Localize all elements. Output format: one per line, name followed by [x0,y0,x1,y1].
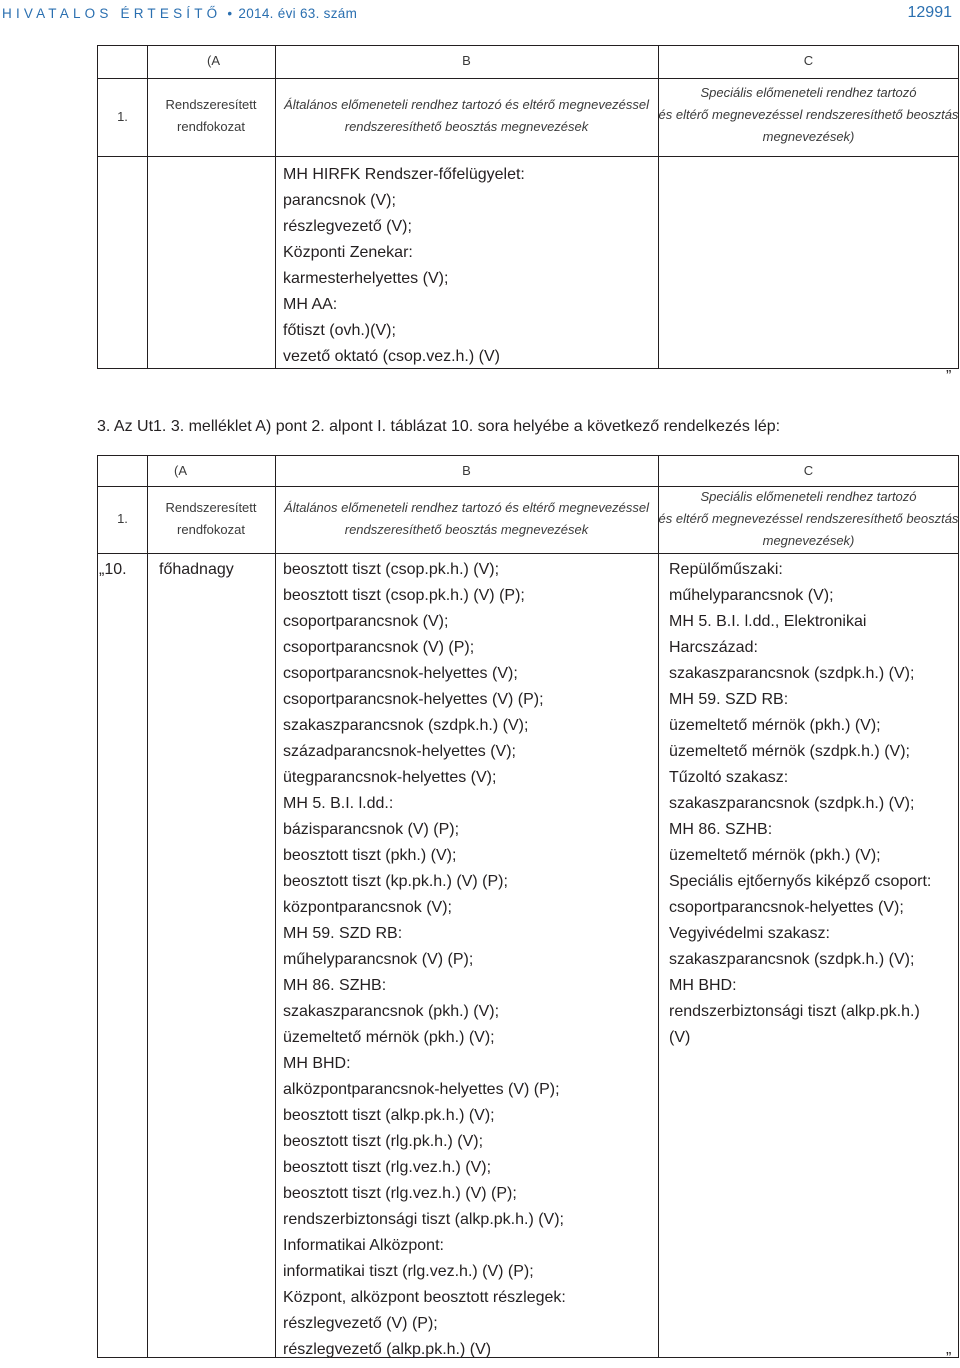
text-line: üzemeltető mérnök (pkh.) (V); [283,1029,495,1046]
page-number: 12991 [907,4,952,21]
publication-title: HIVATALOS ÉRTESÍTŐ [2,6,222,21]
text-line: részlegvezető (alkp.pk.h.) (V) [283,1341,492,1358]
text-line: csoportparancsnok (V) (P); [283,639,475,656]
col-c-header [658,82,959,148]
text-line: MH BHD: [669,977,737,994]
text-line: MH 86. SZHB: [283,977,387,994]
text-line: beosztott tiszt (rlg.pk.h.) (V); [283,1133,484,1150]
col-a-header-line: Rendszeresített [165,500,257,515]
col-b-content [283,162,525,370]
text-line: MH 59. SZD RB: [283,925,403,942]
text-line: beosztott tiszt (kp.pk.h.) (V) (P); [283,873,508,890]
text-line: üzemeltető mérnök (szdpk.h.) (V); [669,743,910,760]
col-a-header-line: rendfokozat [177,522,245,537]
text-line: Repülőműszaki: [669,561,783,578]
text-line: szakaszparancsnok (szdpk.h.) (V); [669,665,915,682]
text-line: MH 5. B.I. l.dd., Elektronikai [669,613,867,630]
bullet-separator: • [227,6,233,21]
text-line: szakaszparancsnok (szdpk.h.) (V); [669,951,915,968]
col-c-header-line: és eltérő megnevezéssel rendszeresíthető beosztás [658,107,959,122]
text-line: beosztott tiszt (csop.pk.h.) (V); [283,561,500,578]
text-line: Tűzoltó szakasz: [669,769,789,786]
col-a-header-line: rendfokozat [177,119,245,134]
text-line: Központ, alközpont beosztott részlegek: [283,1289,566,1306]
text-line: műhelyparancsnok (V); [669,587,834,604]
text-line: alközpontparancsnok-helyettes (V) (P); [283,1081,560,1098]
text-line: MH 5. B.I. l.dd.: [283,795,394,812]
table-1-row-divider [98,156,958,157]
col-b-header-line: Általános előmeneteli rendhez tartozó és eltérő megnevezéssel [284,97,649,112]
table-2-row-divider [98,553,958,554]
col-c-header-line: és eltérő megnevezéssel rendszeresíthető beosztás [658,511,959,526]
text-line: karmesterhelyettes (V); [283,270,449,287]
text-line: üzemeltető mérnök (pkh.) (V); [669,717,881,734]
text-line: parancsnok (V); [283,192,396,209]
column-letter-a: (A [174,463,187,478]
text-line: beosztott tiszt (rlg.vez.h.) (V) (P); [283,1185,517,1202]
column-letter-c: C [803,53,814,68]
text-line: főtiszt (ovh.)(V); [283,322,396,339]
rank-cell: főhadnagy [159,561,234,578]
col-b-header-line: Általános előmeneteli rendhez tartozó és eltérő megnevezéssel [284,500,649,515]
text-line: ütegparancsnok-helyettes (V); [283,769,497,786]
col-b-header [275,497,658,541]
text-line: MH 86. SZHB: [669,821,773,838]
col-b-content [283,557,566,1363]
column-letter-c: C [803,463,814,478]
text-line: bázisparancsnok (V) (P); [283,821,460,838]
row-number: 1. [117,109,128,124]
text-line: részlegvezető (V); [283,218,412,235]
col-c-header [658,486,959,552]
text-line: üzemeltető mérnök (pkh.) (V); [669,847,881,864]
text-line: rendszerbiztonsági tiszt (alkp.pk.h.) [669,1003,920,1020]
column-letter-b: B [462,463,471,478]
closing-quote: ” [946,1350,952,1367]
text-line: beosztott tiszt (pkh.) (V); [283,847,457,864]
table-1 [97,45,959,369]
text-line: Harcszázad: [669,639,758,656]
table-1-row-divider [98,78,958,79]
table-2-divider [147,456,148,1357]
col-c-header-line: megnevezések) [762,129,855,144]
header-publication-line [2,6,357,21]
text-line: beosztott tiszt (csop.pk.h.) (V) (P); [283,587,525,604]
text-line: szakaszparancsnok (szdpk.h.) (V); [283,717,529,734]
table-2-divider [658,456,659,1357]
closing-quote: ” [946,368,952,385]
row-label: „10. [99,561,127,578]
text-line: központparancsnok (V); [283,899,452,916]
col-b-header-line: rendszeresíthető beosztás megnevezések [344,119,589,134]
col-c-header-line: megnevezések) [762,533,855,548]
text-line: Vegyivédelmi szakasz: [669,925,830,942]
text-line: csoportparancsnok-helyettes (V); [283,665,518,682]
col-c-header-line: Speciális előmeneteli rendhez tartozó [700,85,917,100]
issue-label: 2014. évi 63. szám [238,6,358,21]
text-line: Speciális ejtőernyős kiképző csoport: [669,873,932,890]
col-a-header [147,497,275,541]
text-line: beosztott tiszt (alkp.pk.h.) (V); [283,1107,495,1124]
text-line: műhelyparancsnok (V) (P); [283,951,474,968]
col-c-content [669,557,931,1051]
text-line: (V) [669,1029,691,1046]
text-line: csoportparancsnok (V); [283,613,449,630]
text-line: csoportparancsnok-helyettes (V) (P); [283,691,544,708]
page-header [0,0,960,38]
text-line: vezető oktató (csop.vez.h.) (V) [283,348,500,365]
table-2-divider [275,456,276,1357]
row-number: 1. [117,511,128,526]
col-b-header-line: rendszeresíthető beosztás megnevezések [344,522,589,537]
text-line: MH 59. SZD RB: [669,691,789,708]
col-c-header-line: Speciális előmeneteli rendhez tartozó [700,489,917,504]
col-a-header [147,94,275,138]
text-line: részlegvezető (V) (P); [283,1315,438,1332]
text-line: MH HIRFK Rendszer-főfelügyelet: [283,166,525,183]
text-line: MH AA: [283,296,338,313]
table-2 [97,455,959,1358]
column-letter-b: B [462,53,471,68]
text-line: rendszerbiztonsági tiszt (alkp.pk.h.) (V); [283,1211,564,1228]
column-letter-a: (A [207,53,220,68]
text-line: Központi Zenekar: [283,244,413,261]
col-b-header [275,94,658,138]
text-line: beosztott tiszt (rlg.vez.h.) (V); [283,1159,492,1176]
text-line: csoportparancsnok-helyettes (V); [669,899,904,916]
text-line: MH BHD: [283,1055,351,1072]
text-line: szakaszparancsnok (szdpk.h.) (V); [669,795,915,812]
text-line: Informatikai Alközpont: [283,1237,444,1254]
text-line: informatikai tiszt (rlg.vez.h.) (V) (P); [283,1263,534,1280]
text-line: századparancsnok-helyettes (V); [283,743,516,760]
amendment-paragraph: 3. Az Ut1. 3. melléklet A) pont 2. alpont I. táblázat 10. sora helyébe a következő rendelkezés lép: [97,418,781,435]
col-a-header-line: Rendszeresített [165,97,257,112]
text-line: szakaszparancsnok (pkh.) (V); [283,1003,500,1020]
